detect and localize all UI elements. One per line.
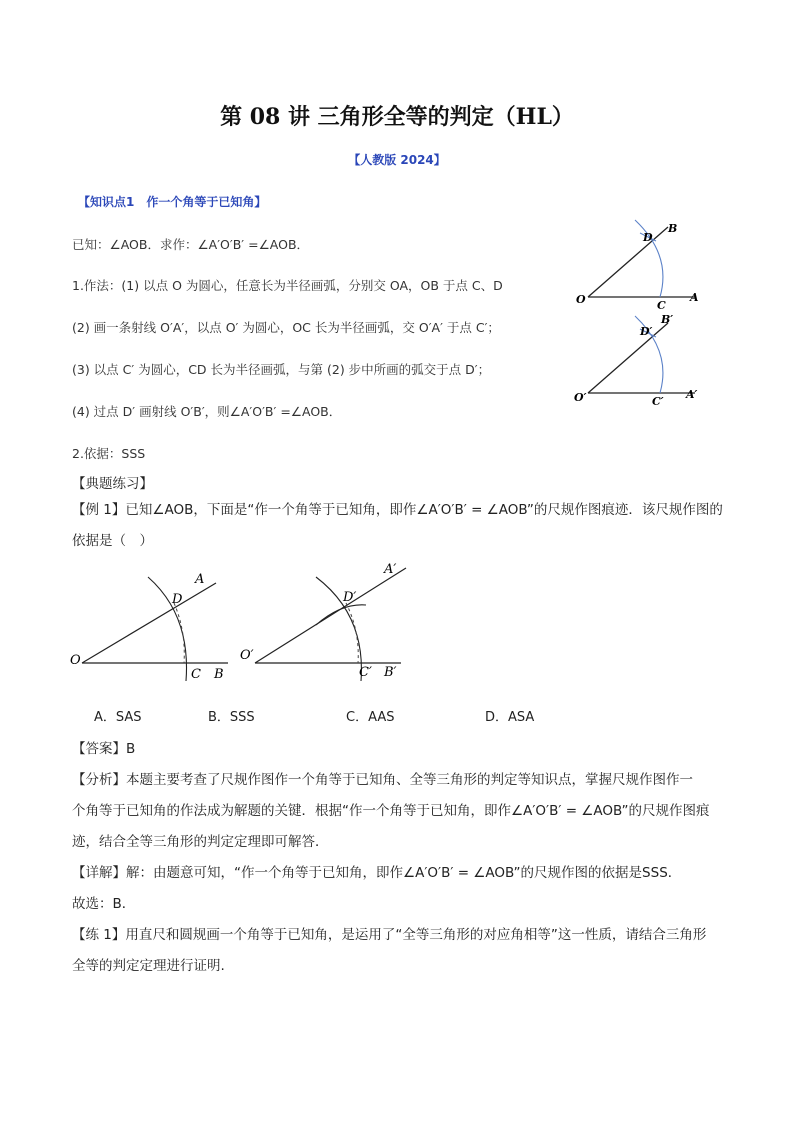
label-b: B <box>668 222 678 235</box>
original-angle-figure <box>576 220 699 312</box>
ex2-label-a: A′ <box>384 563 397 577</box>
step-1: 1.作法：(1) 以点 O 为圆心，任意长为半径画弧，分别交 OA，OB 于点 C、D <box>72 278 503 293</box>
example-figure-left <box>70 572 228 682</box>
step-3: (3) 以点 C′ 为圆心，CD 长为半径画弧，与第 (2) 步中所画的弧交于点 D′； <box>72 362 491 377</box>
copied-angle-figure <box>574 313 698 408</box>
exercise-line-1: 【练 1】用直尺和圆规画一个角等于已知角，是运用了“全等三角形的对应角相等”这一性质，请结合三角形 <box>72 927 707 943</box>
example-line-2: 依据是（ ） <box>72 533 153 549</box>
option-c: C．AAS <box>346 710 395 725</box>
ex2-label-b: B′ <box>384 665 397 680</box>
answer-text: 【答案】B <box>72 741 136 757</box>
choice-text: 故选：B． <box>72 896 136 912</box>
label-b-prime: B′ <box>661 313 674 326</box>
ex1-label-a: A <box>195 572 205 587</box>
ex1-label-c: C <box>191 667 201 682</box>
analysis-line-2: 个角等于已知角的作法成为解题的关键．根据“作一个角等于已知角，即作∠A′O′B′ = ∠AOB”的尺规作图痕 <box>72 803 710 819</box>
ex2-label-c: C′ <box>359 665 372 680</box>
practice-heading: 【典题练习】 <box>72 476 153 492</box>
edition-label: 【人教版 2024】 <box>348 153 446 167</box>
label-a: A <box>690 291 699 304</box>
step-2: (2) 画一条射线 O′A′，以点 O′ 为圆心，OC 长为半径画弧，交 O′A′ 于点 C′； <box>72 320 500 335</box>
option-a: A．SAS <box>94 710 142 725</box>
ex2-label-d: D′ <box>343 590 357 605</box>
knowledge-point-heading: 【知识点1 作一个角等于已知角】 <box>78 195 267 209</box>
example-line-1: 【例 1】已知∠AOB，下面是“作一个角等于已知角，即作∠A′O′B′ = ∠AOB”的尺规作图痕迹．该尺规作图的 <box>72 502 723 518</box>
ex1-label-o: O <box>70 653 81 668</box>
label-c-prime: C′ <box>652 395 664 408</box>
given-text: 已知：∠AOB．求作：∠A′O′B′ =∠AOB． <box>72 237 310 252</box>
ex1-label-b: B <box>214 667 224 682</box>
label-o-prime: O′ <box>574 391 587 404</box>
detail-text: 【详解】解：由题意可知，“作一个角等于已知角，即作∠A′O′B′ = ∠AOB”的尺规作图的依据是SSS． <box>72 865 682 881</box>
page-title: 第 08 讲 三角形全等的判定（HL） <box>220 104 574 130</box>
exercise-line-2: 全等的判定定理进行证明. <box>72 958 225 974</box>
label-a-prime: A′ <box>686 388 698 401</box>
label-c: C <box>657 299 666 312</box>
construction-diagram <box>560 215 720 415</box>
step-4: (4) 过点 D′ 画射线 O′B′，则∠A′O′B′ =∠AOB． <box>72 404 342 419</box>
label-d: D <box>643 231 653 244</box>
option-b: B．SSS <box>208 710 255 725</box>
basis-text: 2.依据：SSS <box>72 446 146 461</box>
ex2-label-o: O′ <box>240 648 254 663</box>
option-d: D．ASA <box>485 710 535 725</box>
analysis-line-1: 【分析】本题主要考查了尺规作图作一个角等于已知角、全等三角形的判定等知识点，掌握尺规作图作一 <box>72 772 693 788</box>
label-d-prime: D′ <box>640 325 653 338</box>
example-figure-right <box>240 563 406 681</box>
label-o: O <box>576 293 586 306</box>
example-figures <box>66 563 426 688</box>
analysis-line-3: 迹，结合全等三角形的判定定理即可解答． <box>72 834 329 850</box>
ex1-label-d: D <box>172 592 183 607</box>
